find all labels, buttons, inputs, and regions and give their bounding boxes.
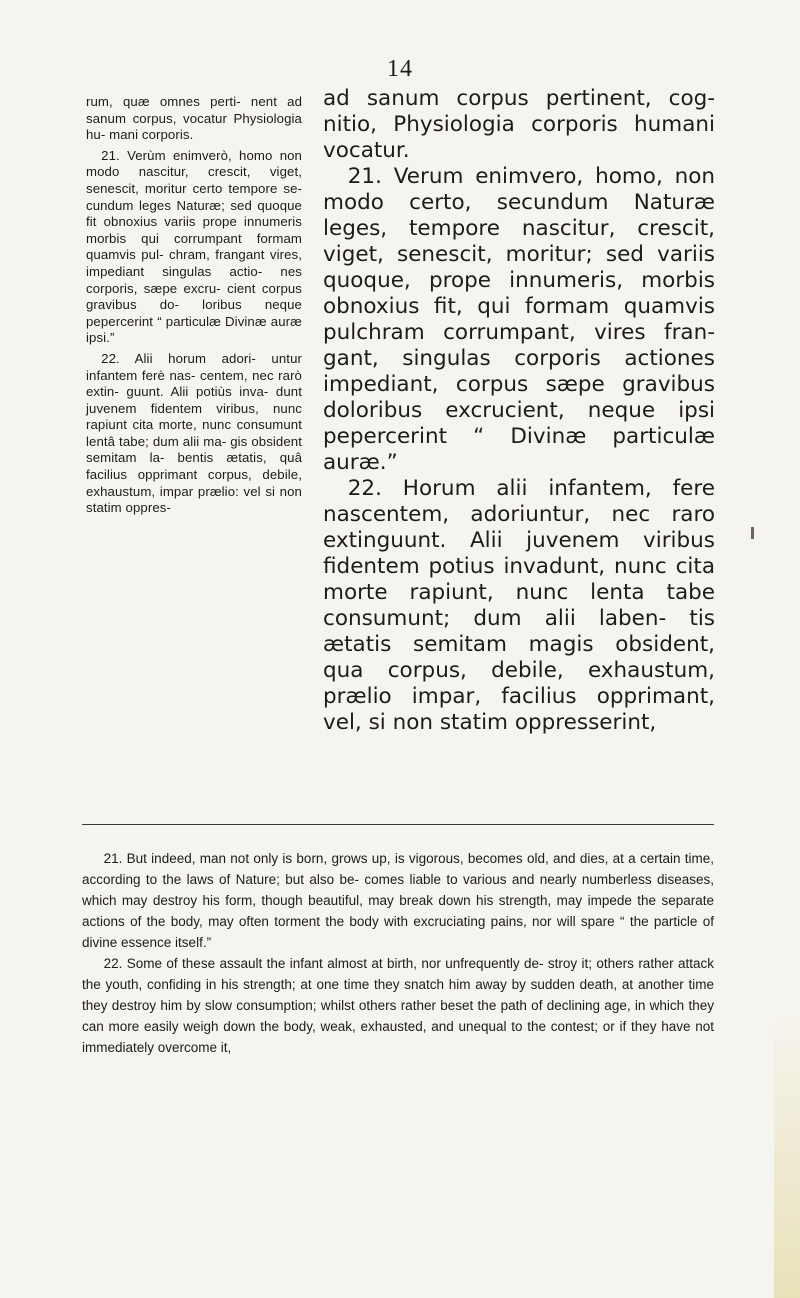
right-paragraph-intro: ad sanum corpus pertinent, cog- nitio, Physiologia corporis humani vocatur. xyxy=(323,86,715,163)
right-column-latin-text xyxy=(323,86,715,736)
page-number: 14 xyxy=(387,56,413,82)
margin-mark xyxy=(751,527,754,539)
footnote-22: 22. Some of these assault the infant almost at birth, nor unfrequently de- stroy it; others rather attack the youth, confiding in his strength; at one time they snatch him away by sudden death, at another time they destroy him by slow consumption; whilst others rather beset the path of declining age, in which they can more easily weigh down the body, weak, exhausted, and unequal to the contest; or if they have not immediately overcome it, xyxy=(82,956,714,1055)
right-paragraph-21: 21. Verum enimvero, homo, non modo certo, secundum Naturæ leges, tempore nascitur, crescit, viget, senescit, moritur; sed variis quoque, prope innumeris, morbis obnoxius fit, qui formam quamvis pulchram corrumpant, vires fran- gant, singulas corporis actiones impediant, corpus sæpe gravibus doloribus excrucient, neque ipsi pepercerint “ Divinæ particulæ auræ.” xyxy=(323,164,715,475)
left-paragraph-intro: rum, quæ omnes perti- nent ad sanum corpus, vocatur Physiologia hu- mani corporis. xyxy=(86,94,302,143)
left-paragraph-21: 21. Verùm enimverò, homo non modo nascitur, crescit, viget, senescit, moritur certo tempore se- cundum leges Naturæ; sed quoque fit obnoxius variis prope innumeris morbis qui corrumpant formam quamvis pul- chram, frangant vires, impediant singulas actio- nes corporis, sæpe excru- cient corpus gravibus do- loribus neque pepercerint “ particulæ Divinæ auræ ipsi.” xyxy=(86,147,302,346)
left-column-latin-commentary xyxy=(86,94,302,517)
page-edge-stain xyxy=(774,0,800,1298)
left-paragraph-22: 22. Alii horum adori- untur infantem ferè nas- centem, nec rarò extin- guunt. Alii potiùs inva- dunt juvenem fidentem viribus, nunc rapiunt cita morte, nunc consumunt lentâ tabe; dum alii ma- gis obsident semitam la- bentis ætatis, quâ facilius opprimant corpus, debile, exhaustum, impar prælio: vel si non statim oppres- xyxy=(86,350,302,516)
footnote-21: 21. But indeed, man not only is born, grows up, is vigorous, becomes old, and dies, at a certain time, according to the laws of Nature; but also be- comes liable to various and nearly numberless diseases, which may destroy his form, though beautiful, may break down his strength, may impede the separate actions of the body, may often torment the body with excruciating pains, nor will spare “ the particle of divine essence itself.” xyxy=(82,851,714,950)
footnote-divider xyxy=(82,824,714,825)
english-translation-footnotes xyxy=(82,848,714,1058)
right-paragraph-22: 22. Horum alii infantem, fere nascentem, adoriuntur, nec raro extinguunt. Alii juvenem viribus fidentem potius invadunt, nunc cita morte rapiunt, nunc lenta tabe consumunt; dum alii laben- tis ætatis semitam magis obsident, qua corpus, debile, exhaustum, prælio impar, facilius opprimant, vel, si non statim oppresserint, xyxy=(323,476,715,735)
